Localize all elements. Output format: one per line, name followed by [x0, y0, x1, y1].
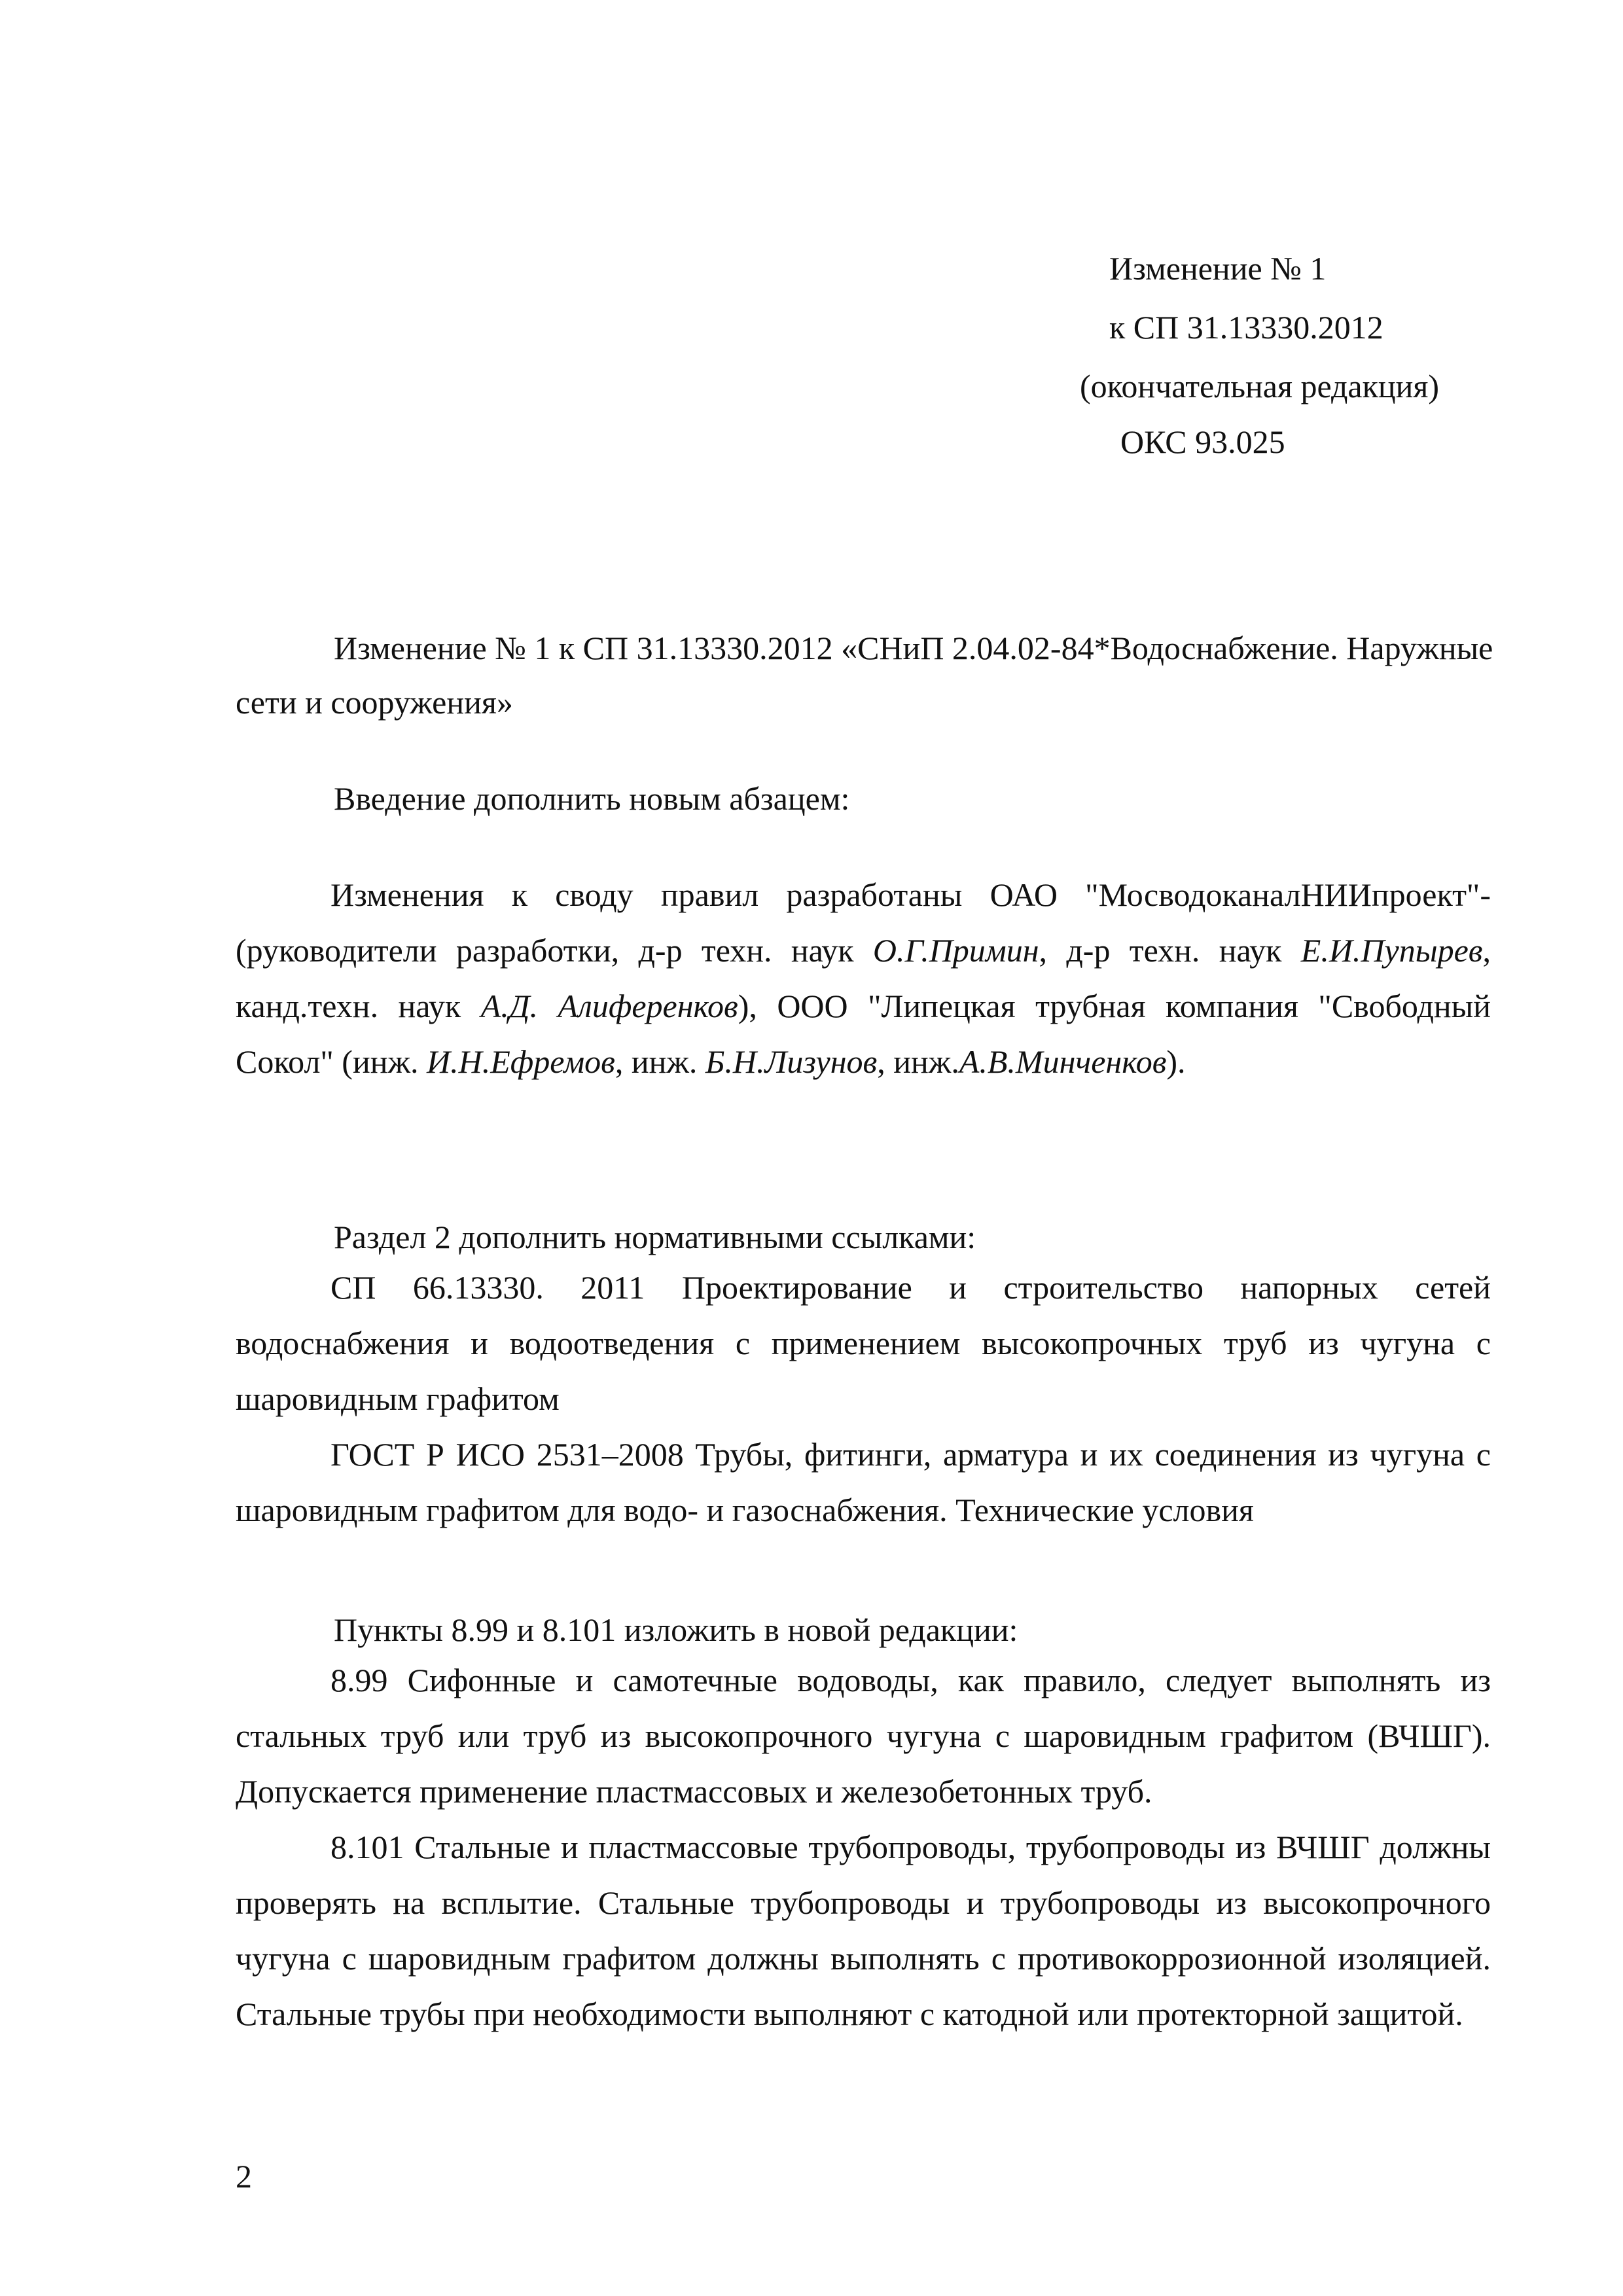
author-lizunov: Б.Н.Лизунов: [705, 1043, 878, 1080]
amendment-number: Изменение № 1: [1109, 250, 1327, 287]
section2-heading: Раздел 2 дополнить нормативными ссылками:: [334, 1219, 976, 1255]
point-8-101: 8.101 Стальные и пластмассовые трубопроводы, трубопроводы из ВЧШГ должны проверять на всплытие. Стальные трубопроводы и трубопроводы из высокопрочного чугуна с шаровидным графитом должны выполнять с противокоррозионной изоляцией. Стальные трубы при необходимости выполняют с катодной или протекторной защитой.: [236, 1829, 1491, 2032]
author-primin: О.Г.Примин: [872, 932, 1039, 969]
intro-paragraph: [236, 867, 1491, 1090]
intro-text-6: , инж.: [877, 1043, 959, 1080]
intro-text-2: , д-р техн. наук: [1039, 932, 1301, 969]
author-pupyrev: Е.И.Пупырев: [1300, 932, 1483, 969]
intro-text-3: , канд.техн. наук: [236, 932, 1491, 1024]
points-heading: Пункты 8.99 и 8.101 изложить в новой редакции:: [334, 1611, 1018, 1648]
oks-code: ОКС 93.025: [1120, 423, 1285, 460]
author-minchenkov: А.В.Минченков: [959, 1043, 1167, 1080]
author-aliferenkov: А.Д. Алиференков: [480, 988, 738, 1024]
document-title-line1: Изменение № 1 к СП 31.13330.2012 «СНиП 2.04.02-84*Водоснабжение. Наружные: [334, 630, 1493, 666]
intro-text-5: , инж.: [615, 1043, 705, 1080]
document-title-line2: сети и сооружения»: [236, 684, 513, 721]
amendment-status: (окончательная редакция): [1080, 368, 1440, 404]
points-block: [236, 1653, 1491, 2042]
intro-heading: Введение дополнить новым абзацем:: [334, 780, 850, 817]
amendment-ref: к СП 31.13330.2012: [1109, 309, 1383, 346]
intro-text-7: ).: [1166, 1043, 1186, 1080]
intro-text-1: Изменения к своду правил разработаны ОАО "МосводоканалНИИпроект"- (руководители разработки, д-р техн. наук: [236, 876, 1491, 969]
author-efremov: И.Н.Ефремов: [427, 1043, 615, 1080]
intro-paragraph-block: [236, 867, 1491, 1090]
page-number: 2: [236, 2158, 252, 2195]
section2-block: [236, 1260, 1491, 1538]
reference-sp66: СП 66.13330. 2011 Проектирование и строительство напорных сетей водоснабжения и водоотведения с применением высокопрочных труб из чугуна с шаровидным графитом: [236, 1269, 1491, 1417]
point-8-99: 8.99 Сифонные и самотечные водоводы, как правило, следует выполнять из стальных труб или труб из высокопрочного чугуна с шаровидным графитом (ВЧШГ). Допускается применение пластмассовых и железобетонных труб.: [236, 1662, 1491, 1810]
reference-gost-2531: ГОСТ Р ИСО 2531–2008 Трубы, фитинги, арматура и их соединения из чугуна с шаровидным графитом для водо- и газоснабжения. Технические условия: [236, 1436, 1491, 1528]
intro-text-4: ), ООО "Липецкая трубная компания "Свободный Сокол" (инж.: [236, 988, 1491, 1080]
